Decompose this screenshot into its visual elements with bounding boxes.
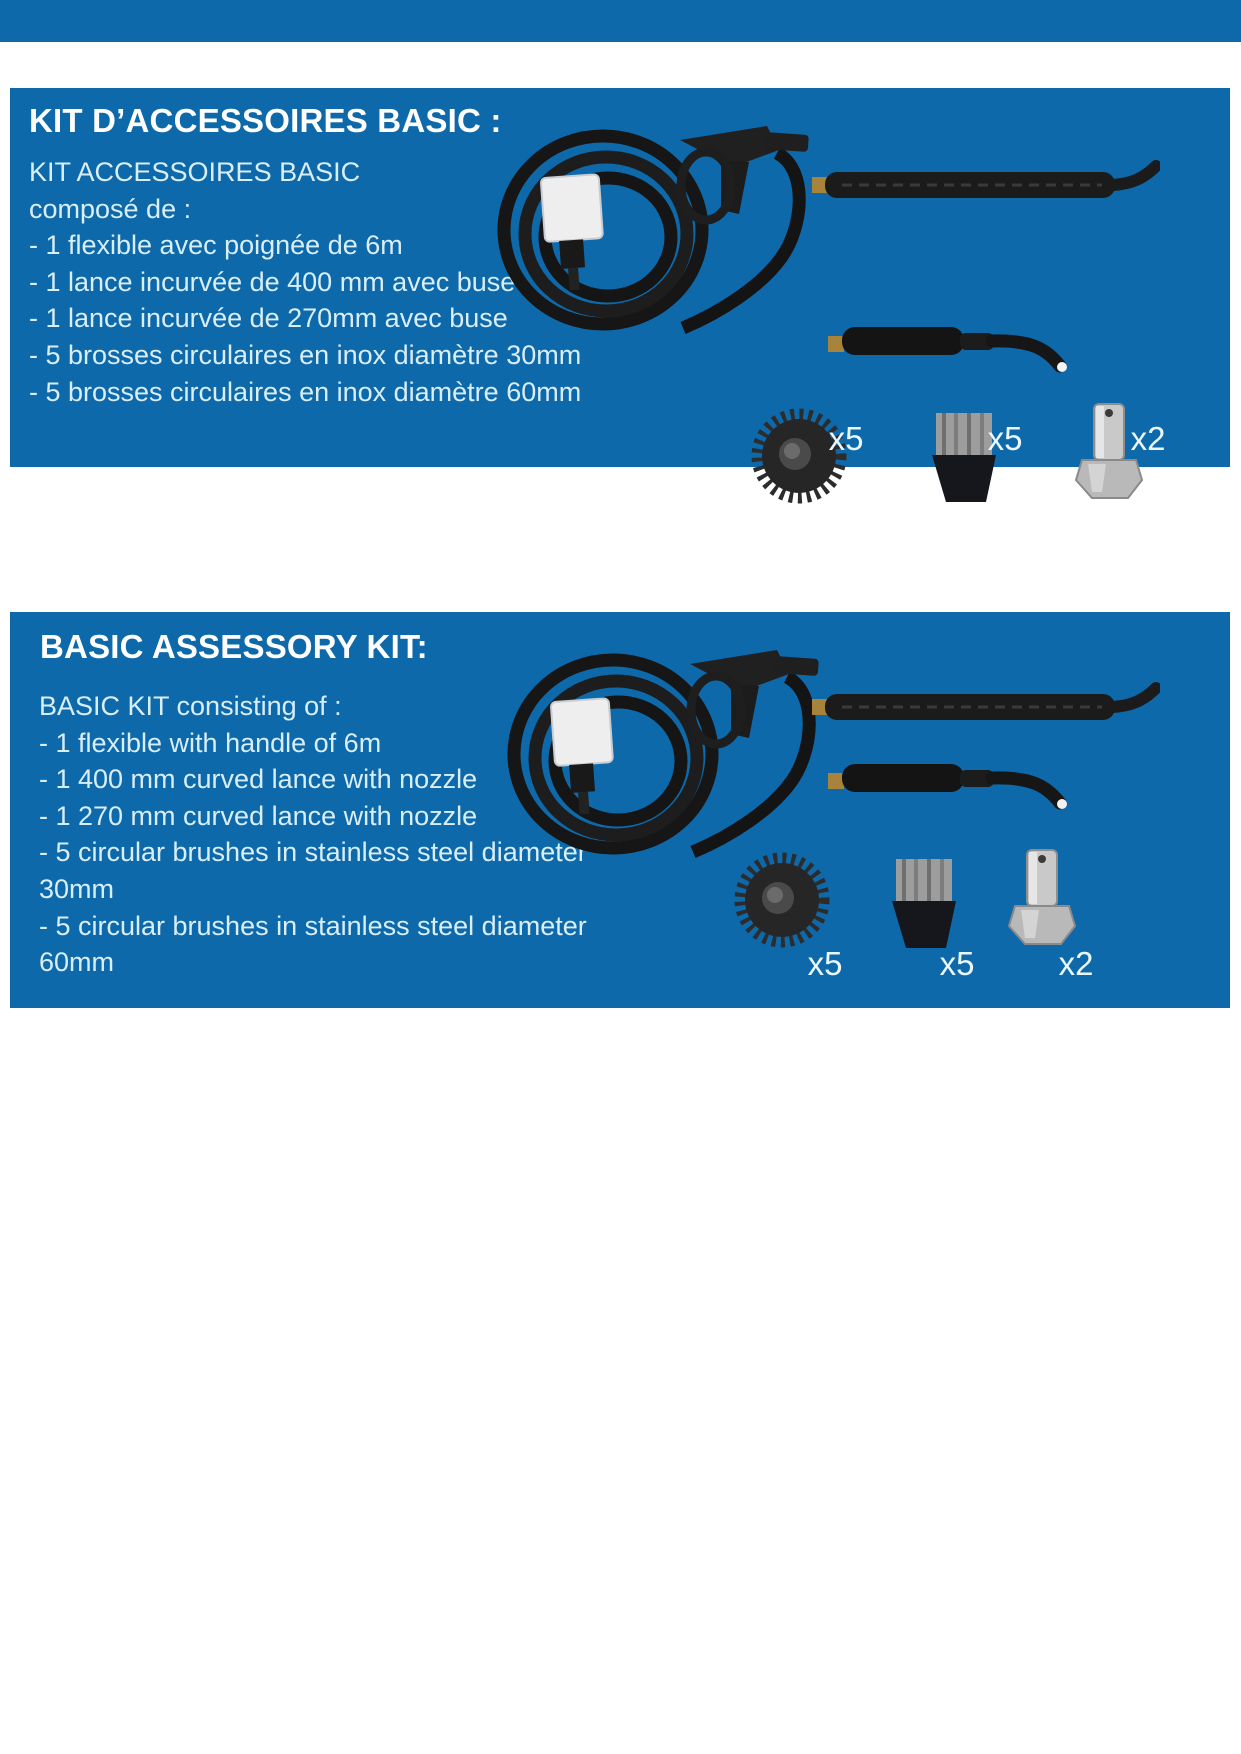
small-circular-brush-image xyxy=(882,856,966,952)
kit-description-line: - 1 flexible with handle of 6m xyxy=(39,727,382,758)
kit-description-line: - 5 brosses circulaires en inox diamètre 30mm xyxy=(29,339,582,370)
quantity-label: x2 xyxy=(1058,945,1094,982)
long-curved-lance-image xyxy=(812,158,1160,212)
kit-description-line: - 1 lance incurvée de 400 mm avec buse xyxy=(29,266,516,297)
kit-description-line: KIT ACCESSOIRES BASIC xyxy=(29,157,361,187)
quantity-label: x5 xyxy=(807,945,843,982)
kit-description-line: - 5 circular brushes in stainless steel diameter xyxy=(39,910,587,941)
short-curved-lance-image xyxy=(828,316,1080,374)
kit-description-line: 30mm xyxy=(39,873,115,904)
kit-description-line: BASIC KIT consisting of : xyxy=(39,691,342,721)
kit-description-line: - 1 flexible avec poignée de 6m xyxy=(29,230,403,261)
hose-with-spray-gun-image xyxy=(495,622,825,867)
quantity-label: x5 xyxy=(939,945,975,982)
top-accent-bar xyxy=(0,0,1241,42)
quantity-label: x5 xyxy=(987,420,1023,457)
kit-description-line: - 1 270 mm curved lance with nozzle xyxy=(39,800,478,831)
panel-english-kit xyxy=(10,612,1230,1008)
panel-french-kit xyxy=(10,88,1230,467)
kit-description-line: - 1 400 mm curved lance with nozzle xyxy=(39,764,478,795)
kit-description-line: 60mm xyxy=(39,947,115,978)
quantity-label: x2 xyxy=(1130,420,1166,457)
kit-description-line: - 5 circular brushes in stainless steel diameter xyxy=(39,837,587,868)
hose-with-spray-gun-image xyxy=(485,98,815,343)
quantity-label: x5 xyxy=(828,420,864,457)
metal-nozzle-image xyxy=(1005,848,1079,956)
kit-description-line: composé de : xyxy=(29,193,192,224)
kit-description-line: - 1 lance incurvée de 270mm avec buse xyxy=(29,303,508,334)
short-curved-lance-image xyxy=(828,753,1080,811)
kit-description-line: - 5 brosses circulaires en inox diamètre 60mm xyxy=(29,376,582,407)
panel-title: KIT D’ACCESSOIRES BASIC : xyxy=(29,102,502,139)
long-curved-lance-image xyxy=(812,680,1160,734)
large-circular-brush-image xyxy=(733,848,831,952)
panel-title: BASIC ASSESSORY KIT: xyxy=(40,628,428,665)
